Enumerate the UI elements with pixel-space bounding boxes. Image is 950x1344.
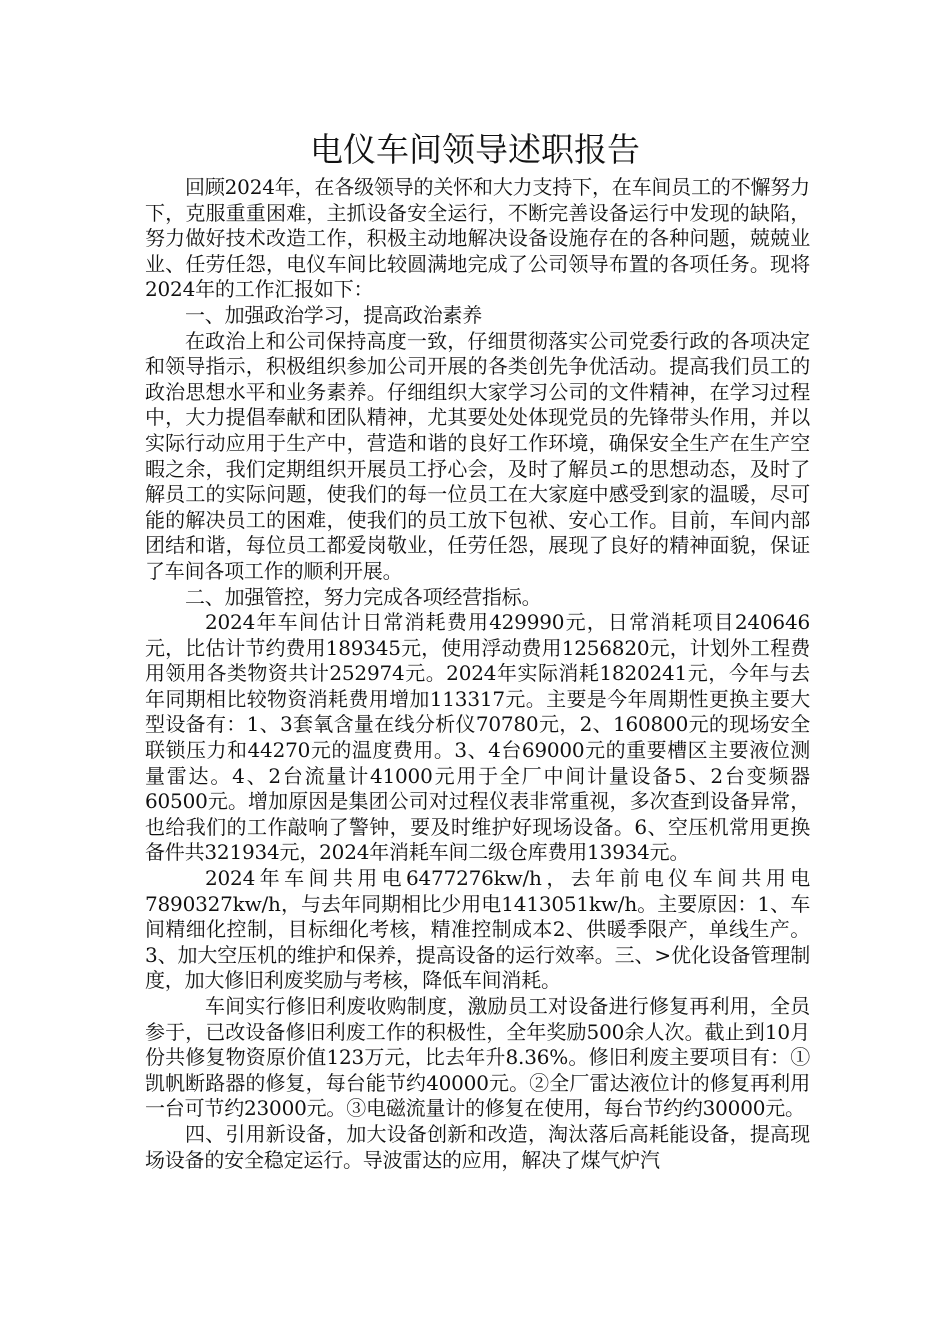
intro-paragraph: 回顾2024年，在各级领导的关怀和大力支持下，在车间员工的不懈努力下，克服重重困难，主抓设备安全运行，不断完善设备运行中发现的缺陷，努力做好技术改造工作，积极主动地解决设备设施存在的各种问题，兢兢业业、任劳任怨，电仪车间比较圆满地完成了公司领导布置的各项任务。现将2024年的工作汇报如下： — [145, 175, 810, 302]
section-2-paragraph-electricity: 2024年车间共用电6477276kw/h，去年前电仪车间共用电7890327kw/h，与去年同期相比少用电1413051kw/h。主要原因：1、车间精细化控制，目标细化考核，精准控制成本2、供暖季限产，单线生产。3、加大空压机的维护和保养，提高设备的运行效率。三、>优化设备管理制度，加大修旧利废奖励与考核，降低车间消耗。 — [145, 866, 810, 993]
section-2-paragraph-costs: 2024年车间估计日常消耗费用429990元，日常消耗项目240646元，比估计节约费用189345元，使用浮动费用1256820元，计划外工程费用领用各类物资共计252974元。2024年实际消耗1820241元，今年与去年同期相比较物资消耗费用增加113317元。主要是今年周期性更换主要大型设备有：1、3套氧含量在线分析仪70780元，2、160800元的现场安全联锁压力和44270元的温度费用。3、4台69000元的重要槽区主要液位测量雷达。4、2台流量计41000元用于全厂中间计量设备5、2台变频器60500元。增加原因是集团公司对过程仪表非常重视，多次查到设备异常，也给我们的工作敲响了警钟，要及时维护好现场设备。6、空压机常用更换备件共321934元，2024年消耗车间二级仓库费用13934元。 — [145, 610, 810, 865]
document-title: 电仪车间领导述职报告 — [310, 130, 640, 169]
section-3-paragraph: 车间实行修旧利废收购制度，激励员工对设备进行修复再利用，全员参于，已改设备修旧利废工作的积极性，全年奖励500余人次。截止到10月份共修复物资原价值123万元，比去年升8.36%。修旧利废主要项目有：①凯帆断路器的修复，每台能节约40000元。②全厂雷达液位计的修复再利用一台可节约23000元。③电磁流量计的修复在使用，每台节约约30000元。 — [145, 994, 810, 1121]
section-4-paragraph: 四、引用新设备，加大设备创新和改造，淘汰落后高耗能设备，提高现场设备的安全稳定运行。导波雷达的应用，解决了煤气炉汽 — [145, 1121, 810, 1172]
section-heading-1: 一、加强政治学习，提高政治素养 — [185, 302, 482, 327]
section-heading-2: 二、加强管控，努力完成各项经营指标。 — [185, 584, 542, 609]
document-body — [145, 175, 810, 1173]
section-1-paragraph: 在政治上和公司保持高度一致，仔细贯彻落实公司党委行政的各项决定和领导指示，积极组织参加公司开展的各类创先争优活动。提高我们员工的政治思想水平和业务素养。仔细组织大家学习公司的文件精神，在学习过程中，大力提倡奉献和团队精神，尤其要处处体现党员的先锋带头作用，并以实际行动应用于生产中，营造和谐的良好工作环境，确保安全生产在生产空暇之余，我们定期组织开展员工抒心会，及时了解员エ的思想动态，及时了解员工的实际问题，使我们的每一位员工在大家庭中感受到家的温暖，尽可能的解决员工的困难，使我们的员工放下包袱、安心工作。目前，车间内部团结和谐，每位员工都爱岗敬业，任劳任怨，展现了良好的精神面貌，保证了车间各项工作的顺利开展。 — [145, 328, 810, 583]
